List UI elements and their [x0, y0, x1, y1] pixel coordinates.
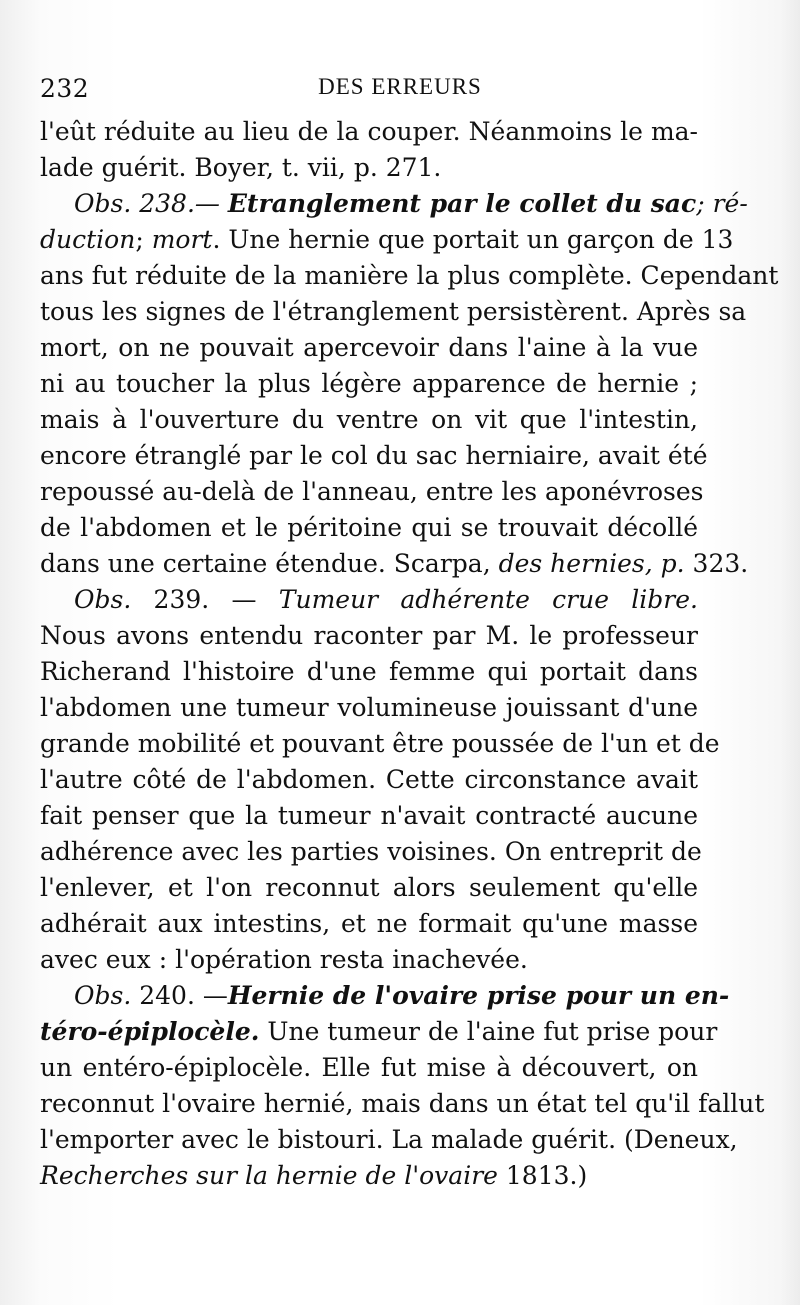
text-line: ni au toucher la plus légère apparence de hernie ; — [40, 369, 698, 398]
text-line: avec eux : l'opération resta inachevée. — [40, 945, 528, 974]
text-line: Recherches sur la hernie de l'ovaire 1813.) — [40, 1161, 588, 1190]
text-line: un entéro-épiplocèle. Elle fut mise à découvert, on — [40, 1053, 698, 1082]
text-line: l'abdomen une tumeur volumineuse jouissant d'une — [40, 693, 698, 722]
text-line: duction; mort. Une hernie que portait un garçon de 13 — [40, 225, 734, 254]
text-line: adhérence avec les parties voisines. On entreprit de — [40, 837, 702, 866]
text-line: grande mobilité et pouvant être poussée de l'un et de — [40, 729, 720, 758]
text-line: de l'abdomen et le péritoine qui se trouvait décollé — [40, 513, 698, 542]
text-line: reconnut l'ovaire hernié, mais dans un état tel qu'il fallut — [40, 1089, 765, 1118]
text-line: adhérait aux intestins, et ne formait qu'une masse — [40, 909, 698, 938]
text-line: mais à l'ouverture du ventre on vit que l'intestin, — [40, 405, 698, 434]
text-line: l'autre côté de l'abdomen. Cette circonstance avait — [40, 765, 698, 794]
text-line: téro-épiplocèle. Une tumeur de l'aine fut prise pour — [40, 1017, 718, 1046]
text-line: mort, on ne pouvait apercevoir dans l'aine à la vue — [40, 333, 698, 362]
text-line: Nous avons entendu raconter par M. le professeur — [40, 621, 698, 650]
text-line: repoussé au-delà de l'anneau, entre les aponévroses — [40, 477, 704, 506]
text-line: encore étranglé par le col du sac herniaire, avait été — [40, 441, 708, 470]
text-line: l'enlever, et l'on reconnut alors seulement qu'elle — [40, 873, 698, 902]
observation-239-heading: Obs. 239. — Tumeur adhérente crue libre. — [74, 585, 698, 614]
text-line: Richerand l'histoire d'une femme qui portait dans — [40, 657, 698, 686]
observation-240-heading: Obs. 240. —Hernie de l'ovaire prise pour un en- — [74, 981, 730, 1010]
text-line: dans une certaine étendue. Scarpa, des hernies, p. 323. — [40, 549, 749, 578]
page-number: 232 — [40, 74, 90, 103]
observation-238-heading: Obs. 238.— Etranglement par le collet du sac; ré- — [74, 189, 748, 218]
text-line: fait penser que la tumeur n'avait contracté aucune — [40, 801, 698, 830]
page-header — [40, 74, 760, 110]
text-line: l'eût réduite au lieu de la couper. Néanmoins le ma- — [40, 117, 698, 146]
text-line: lade guérit. Boyer, t. vii, p. 271. — [40, 153, 442, 182]
text-line: tous les signes de l'étranglement persistèrent. Après sa — [40, 297, 747, 326]
text-line: ans fut réduite de la manière la plus complète. Cependant — [40, 261, 779, 290]
running-head: DES ERREURS — [318, 74, 482, 99]
body-text — [40, 114, 779, 1194]
text-line: l'emporter avec le bistouri. La malade guérit. (Deneux, — [40, 1125, 738, 1154]
